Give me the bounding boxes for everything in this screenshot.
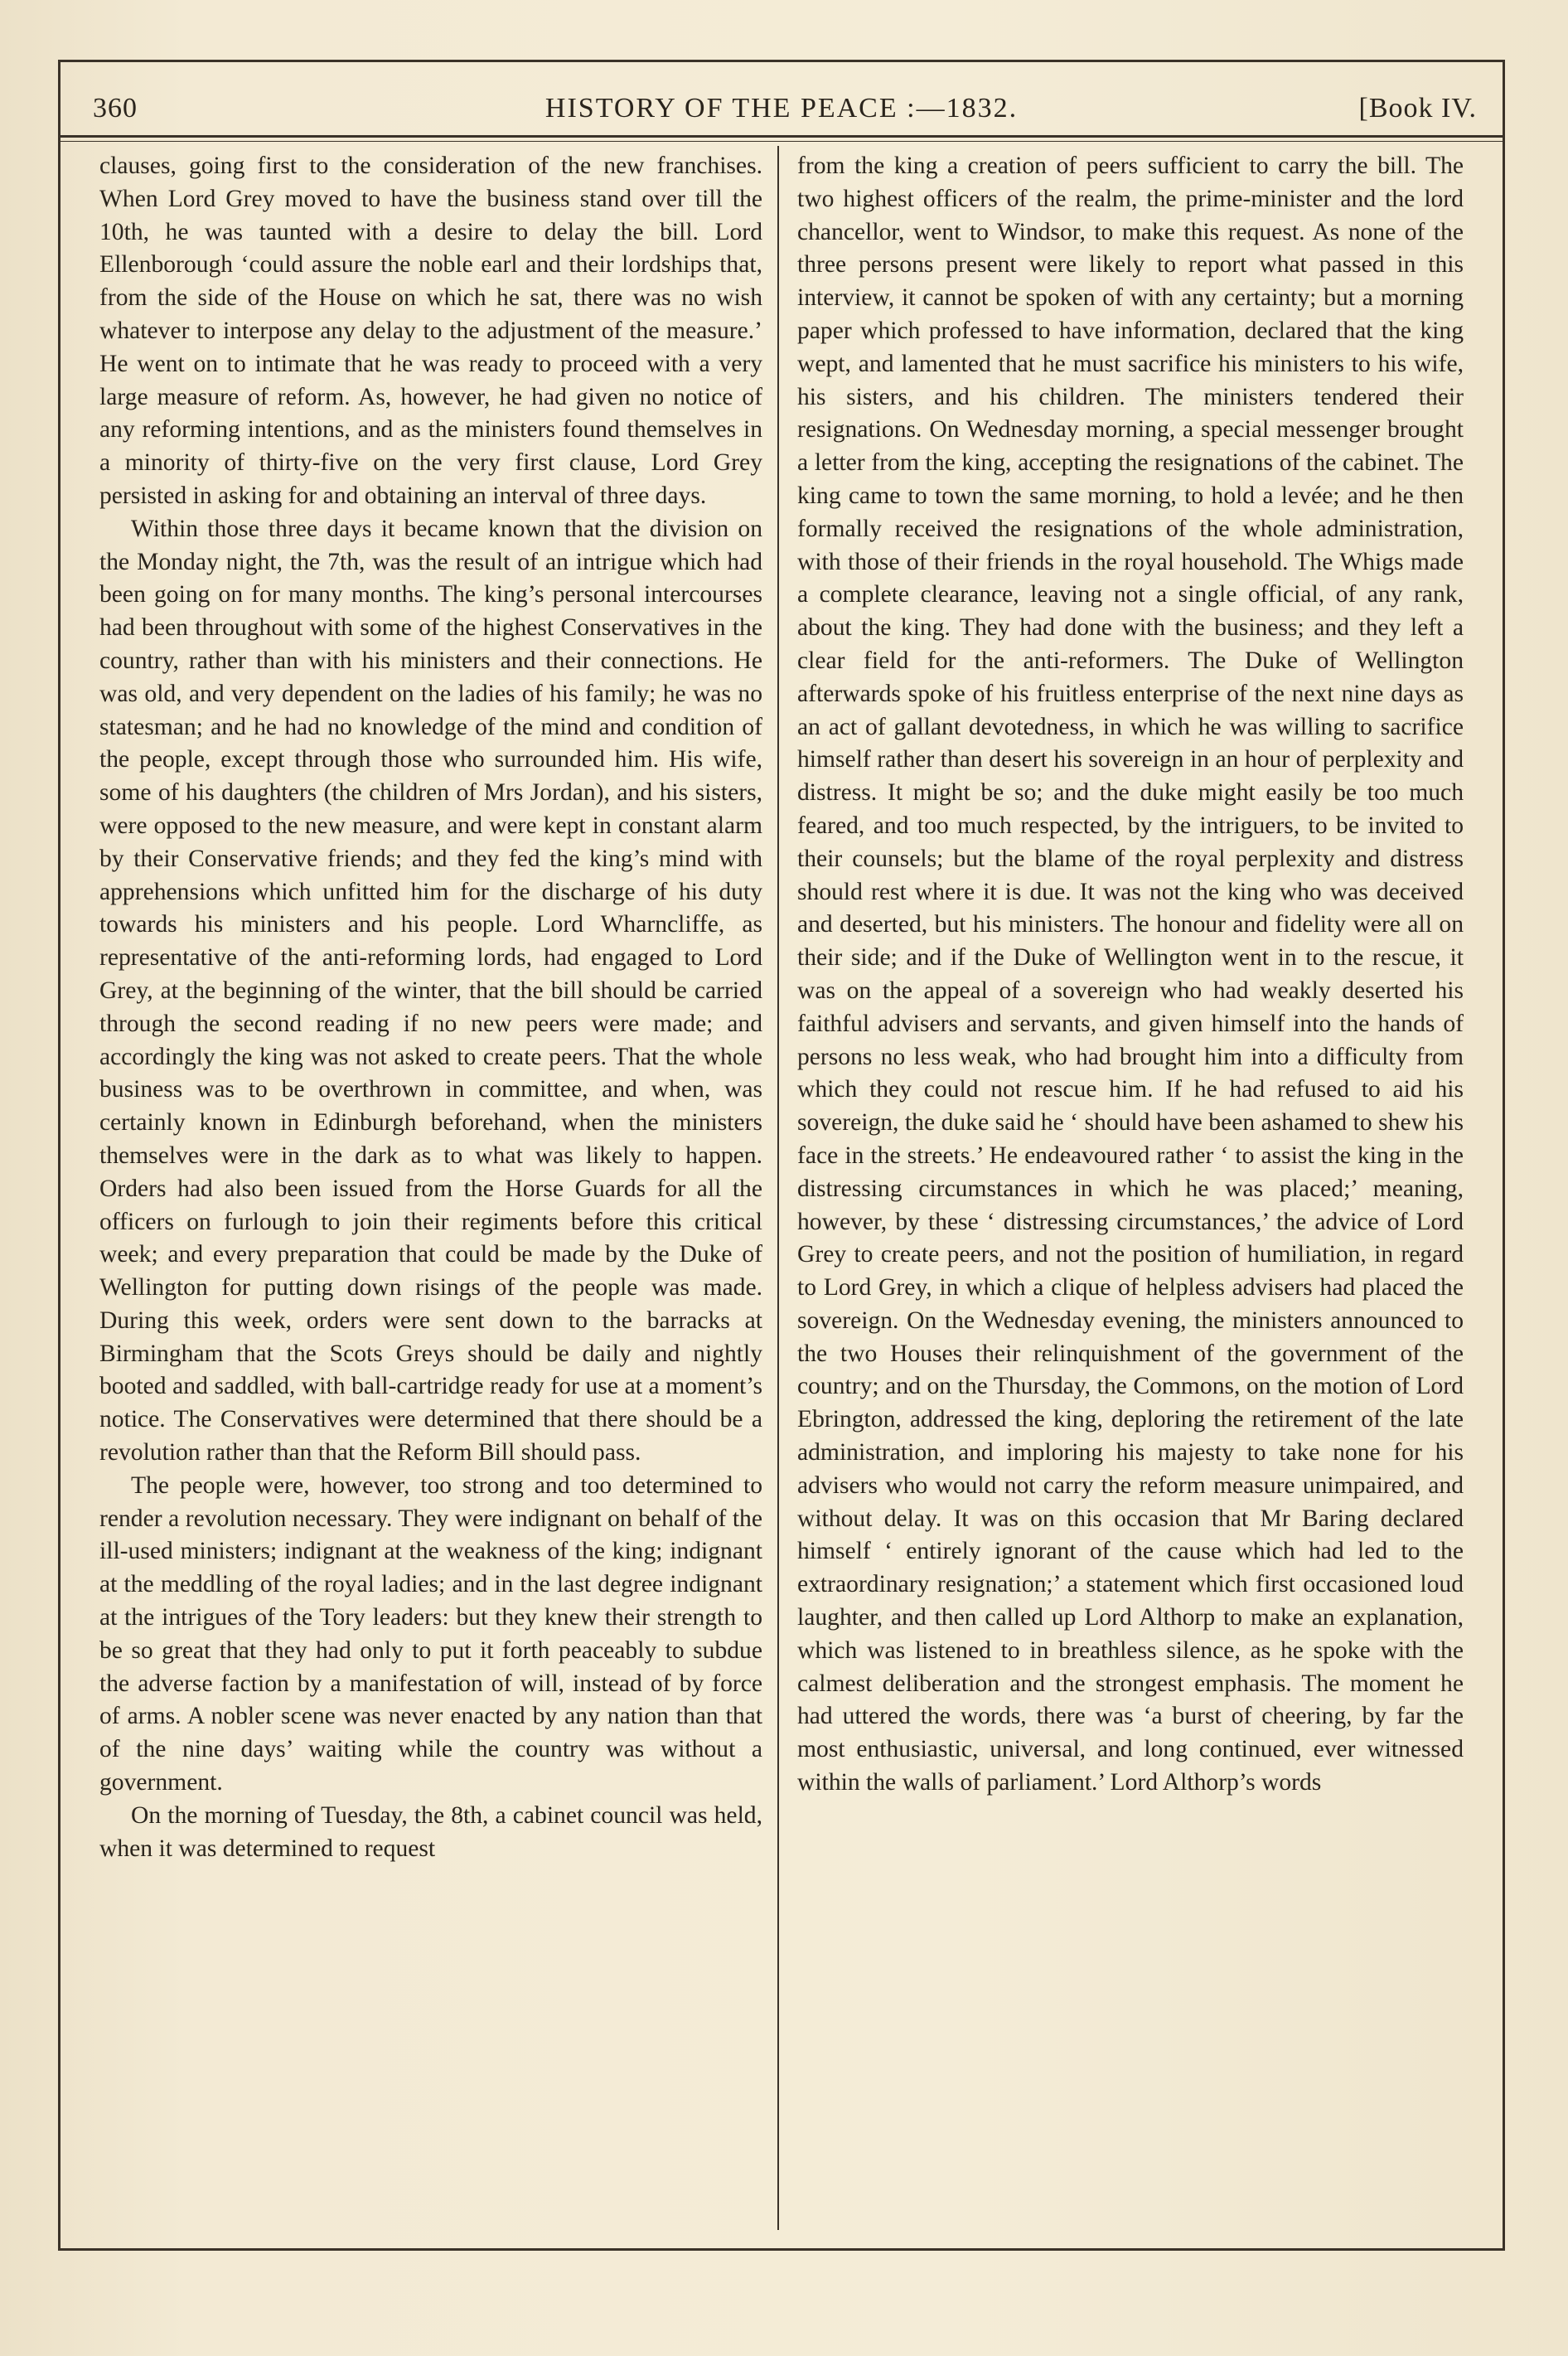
column-divider bbox=[777, 146, 779, 2230]
header-rule bbox=[58, 135, 1505, 138]
right-border-rule bbox=[1503, 60, 1505, 2248]
running-header bbox=[58, 86, 1505, 133]
running-title: HISTORY OF THE PEACE :—1832. bbox=[544, 93, 1019, 124]
paragraph: The people were, however, too strong and too determined to render a revolution necessary. They were indignant on behalf of the ill-used ministers; indignant at the weakness of the king; indignant at the meddling of the royal ladies; and in the last degree indignant at the intrigues of the Tory leaders: but they knew their strength to be so great that they had only to put it forth peaceably to subdue the adverse faction by a manifestation of will, instead of by force of arms. A nobler scene was never enacted by any nation than that of the nine days’ waiting while the country was without a government. bbox=[99, 1471, 762, 1796]
paragraph: from the king a creation of peers sufficient to carry the bill. The two highest officers of the realm, the prime-minister and the lord chancellor, went to Windsor, to make this request. As none of the three persons present were likely to report what passed in this interview, it cannot be spoken of with any certainty; but a morning paper which professed to have information, declared that the king wept, and lamented that he must sacrifice his ministers to his wife, his sisters, and his children. The ministers tendered their resignations. On Wednesday morning, a special messenger brought a letter from the king, accepting the resignations of the cabinet. The king came to town the same morning, to hold a levée; and he then formally received the resignations of the whole administration, with those of their friends in the royal household. The Whigs made a complete clearance, leaving not a single official, of any rank, about the king. They had done with the business; and they left a clear field for the anti-reformers. The Duke of Wellington afterwards spoke of his fruitless enterprise of the next nine days as an act of gallant devotedness, in which he was willing to sacrifice himself rather than desert his sovereign in an hour of perplexity and distress. It might be so; and the duke might easily be too much feared, and too much respected, by the intriguers, to be invited to their counsels; but the blame of the royal perplexity and distress should rest where it is due. It was not the king who was deceived and deserted, but his ministers. The honour and fidelity were all on their side; and if the Duke of Wellington went in to the rescue, it was on the appeal of a sovereign who had weakly deserted his faithful advisers and servants, and given himself into the hands of persons no less weak, who had brought him into a difficulty from which they could not rescue him. If he had refused to aid his sovereign, the duke said he ‘ should have been ashamed to shew his face in the streets.’ He endeavoured rather ‘ to assist the king in the distressing circumstances in which he was placed;’ meaning, however, by these ‘ distressing circumstances,’ the advice of Lord Grey to create peers, and not the position of humiliation, in regard to Lord Grey, in which a clique of helpless advisers had placed the sovereign. On the Wednesday evening, the ministers announced to the two Houses their relinquishment of the government of the country; and on the Thursday, the Commons, on the motion of Lord Ebrington, addressed the king, deploring the retirement of the late administration, and imploring his majesty to take none for his advisers who would not carry the reform measure unimpaired, and without delay. It was on this occasion that Mr Baring declared himself ‘ entirely ignorant of the cause which had led to the extraordinary resignation;’ a statement which first occasioned loud laughter, and then called up Lord Althorp to make an explanation, which was listened to in breathless silence, as he spoke with the calmest deliberation and the strongest emphasis. The moment he had uttered the words, there was ‘a burst of cheering, by far the most enthusiastic, universal, and long continued, ever witnessed within the walls of parliament.’ Lord Althorp’s words bbox=[797, 153, 1464, 1796]
left-column bbox=[99, 150, 762, 1865]
paragraph: On the morning of Tuesday, the 8th, a cabinet council was held, when it was determined to request bbox=[99, 1801, 762, 1862]
bottom-border-rule bbox=[58, 2248, 1505, 2251]
header-rule-thin bbox=[58, 141, 1505, 142]
page-number: 360 bbox=[93, 93, 138, 124]
top-border-rule bbox=[58, 60, 1505, 62]
left-border-rule bbox=[58, 60, 60, 2248]
paragraph: clauses, going first to the consideration of the new franchises. When Lord Grey moved to have the business stand over till the 10th, he was taunted with a desire to delay the bill. Lord Ellenborough ‘could assure the noble earl and their lordships that, from the side of the House on which he sat, there was no wish whatever to interpose any delay to the adjustment of the measure.’ He went on to intimate that he was ready to proceed with a very large measure of reform. As, however, he had given no notice of any reforming intentions, and as the ministers found themselves in a minority of thirty-five on the very first clause, Lord Grey persisted in asking for and obtaining an interval of three days. bbox=[99, 153, 762, 509]
paragraph: Within those three days it became known that the division on the Monday night, the 7th, was the result of an intrigue which had been going on for many months. The king’s personal intercourses had been throughout with some of the highest Conservatives in the country, rather than with his ministers and their connections. He was old, and very dependent on the ladies of his family; he was no statesman; and he had no knowledge of the mind and condition of the people, except through those who surrounded him. His wife, some of his daughters (the children of Mrs Jordan), and his sisters, were opposed to the new measure, and were kept in constant alarm by their Conservative friends; and they fed the king’s mind with apprehensions which unfitted him for the discharge of his duty towards his ministers and his people. Lord Wharncliffe, as representative of the anti-reforming lords, had engaged to Lord Grey, at the beginning of the winter, that the bill should be carried through the second reading if no new peers were made; and accordingly the king was not asked to create peers. That the whole business was to be overthrown in committee, and when, was certainly known in Edinburgh beforehand, when the ministers themselves were in the dark as to what was likely to happen. Orders had also been issued from the Horse Guards for all the officers on furlough to join their regiments before this critical week; and every preparation that could be made by the Duke of Wellington for putting down risings of the people was made. During this week, orders were sent down to the barracks at Birmingham that the Scots Greys should be daily and nightly booted and saddled, with ball-cartridge ready for use at a moment’s notice. The Conservatives were determined that there should be a revolution rather than that the Reform Bill should pass. bbox=[99, 515, 762, 1466]
right-column bbox=[797, 150, 1464, 1800]
book-label: [Book IV. bbox=[1358, 93, 1477, 124]
